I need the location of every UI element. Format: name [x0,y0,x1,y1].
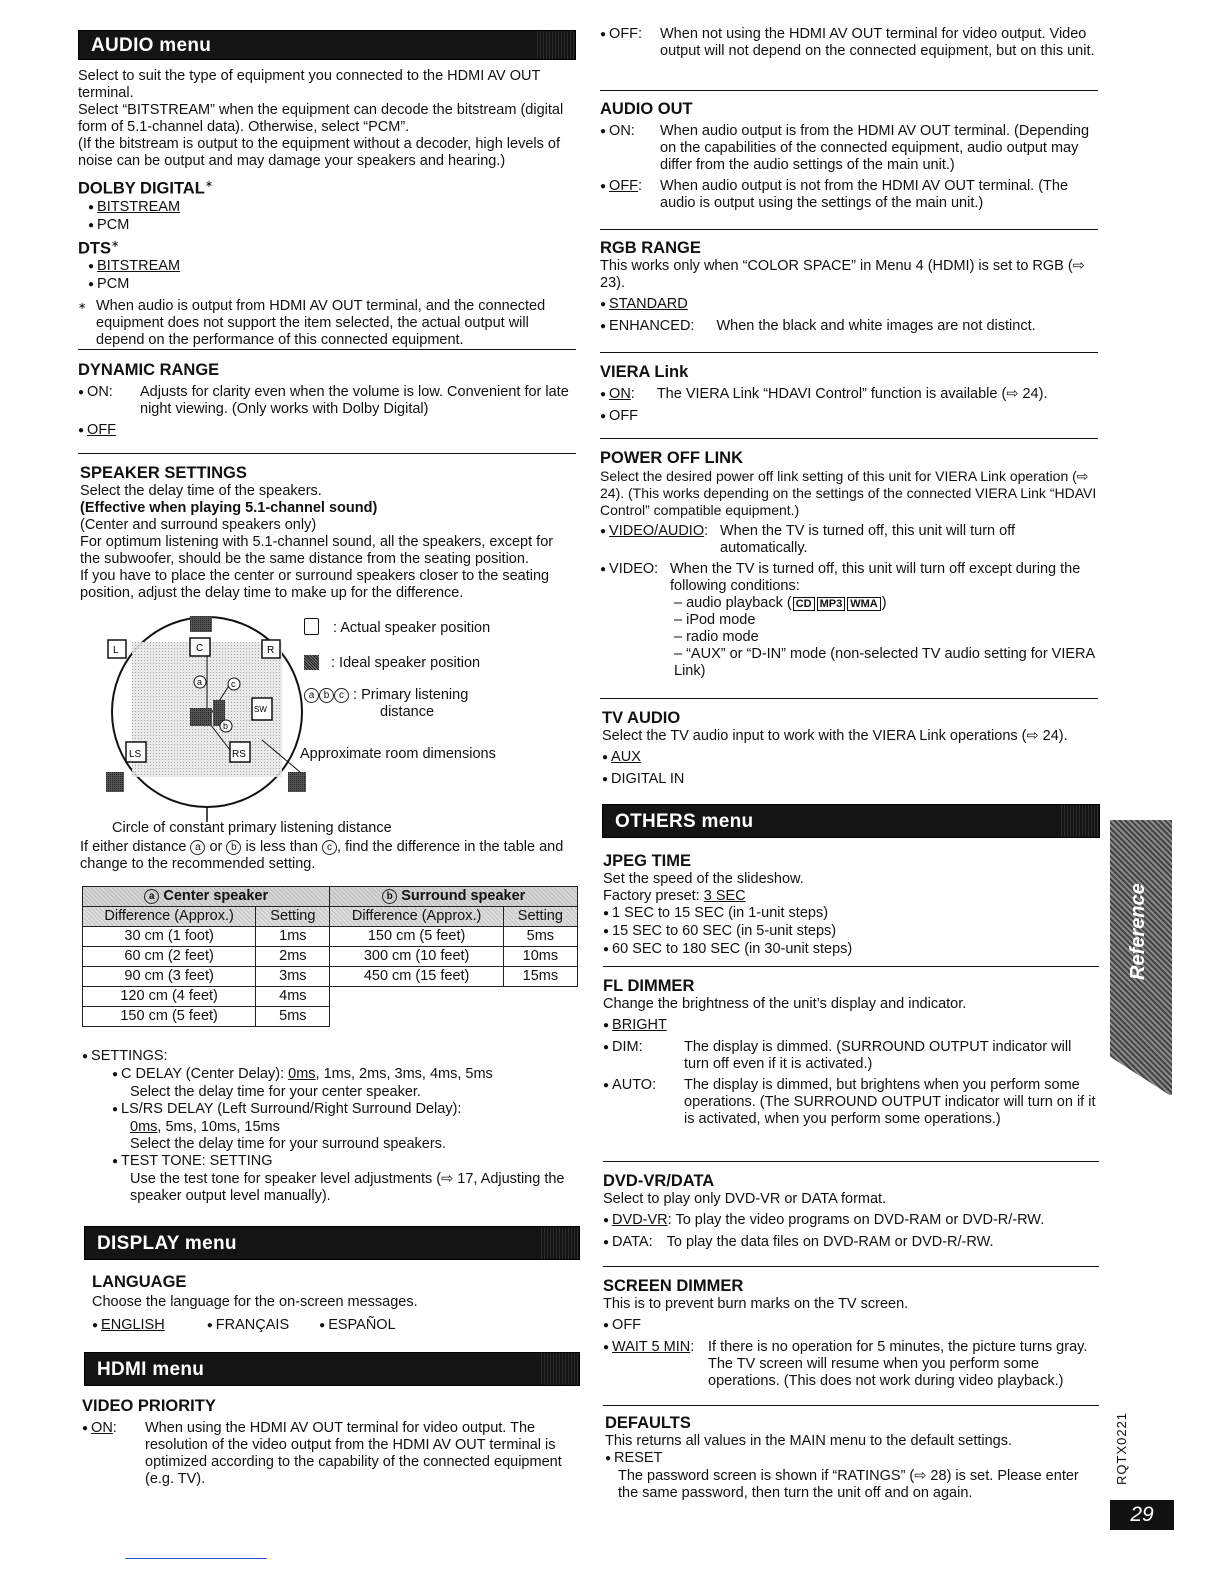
viera-link-on: ● ON: The VIERA Link “HDAVI Control” function is available (⇨ 24). [600,386,1098,404]
dvd-vr-option: ● DVD-VR: To play the video programs on DVD-RAM or DVD-R/-RW. [603,1212,1099,1230]
video-priority-heading: VIDEO PRIORITY [82,1397,216,1415]
speaker-line-4: For optimum listening with 5.1-channel sound, all the speakers, except for the subwoofer, should be the same distance from the seating position. [80,534,554,567]
fl-dimmer-heading: FL DIMMER [603,977,695,995]
dynamic-range-on: ● ON: Adjusts for clarity even when the volume is low. Convenient for late night viewing. (Only works with Dolby Digital) [78,384,576,418]
table-cell: 10ms [503,947,577,967]
speaker-rs [230,742,250,762]
fl-dimmer-block [603,976,1099,1128]
surround-diff-header: Difference (Approx.) [330,907,503,927]
viera-link-block [600,362,1098,426]
distance-c-marker [228,678,240,690]
dts-option-bitstream: ● BITSTREAM [78,258,576,276]
power-off-video: ● VIDEO: When the TV is turned off, this unit will turn off except during the following conditions: [600,561,1098,595]
table-row [83,987,578,1007]
power-off-link-heading: POWER OFF LINK [600,449,743,467]
condition-ipod: – iPod mode [674,612,756,628]
table-row [83,1007,578,1027]
ideal-center-speaker [190,616,212,632]
dynamic-range-off: ● OFF [78,422,576,440]
dts-heading: DTS∗ [78,238,120,257]
audio-menu-intro [78,68,576,170]
fl-bright: ● BRIGHT [603,1017,1099,1035]
screen-dimmer-heading: SCREEN DIMMER [603,1277,744,1295]
divider [600,229,1098,230]
test-tone-option: ● TEST TONE: SETTING [112,1153,576,1171]
speaker-line-5: If you have to place the center or surround speakers closer to the seating position, adjust the delay time to make up for the difference. [80,568,550,601]
screen-dimmer-wait: ● WAIT 5 MIN: If there is no operation for 5 minutes, the picture turns gray. The TV screen will resume when you perform some operations. (This does not work during video playback.) [603,1339,1099,1390]
dolby-option-pcm: ● PCM [78,217,576,235]
svg-text:RS: RS [232,749,246,760]
table-row [83,927,578,947]
power-off-video-audio: ● VIDEO/AUDIO: When the TV is turned off, this unit will turn off automatically. [600,523,1098,557]
delay-table [82,886,578,1027]
defaults-desc: This returns all values in the MAIN menu to the default settings. [605,1433,1013,1449]
rgb-standard: ● STANDARD [600,296,1098,314]
condition-audio-playback: – audio playback ( CD MP3 WMA ) [674,595,887,611]
svg-text:C: C [196,643,204,654]
fl-dim: ● DIM: The display is dimmed. (SURROUND OUTPUT indicator will turn off even if it is activated.) [603,1039,1099,1073]
table-cell: 5ms [256,1007,330,1027]
language-desc: Choose the language for the on-screen messages. [92,1294,418,1310]
language-options [92,1317,576,1335]
fl-auto: ● AUTO: The display is dimmed, but brightens when you perform some operations. (The SURROUND OUTPUT indicator will turn on if it is activated, when you perform some operations.) [603,1077,1099,1128]
table-row [83,947,578,967]
defaults-heading: DEFAULTS [605,1414,691,1432]
jpeg-time-heading: JPEG TIME [603,852,692,870]
table-cell: 120 cm (4 feet) [83,987,256,1007]
circle-label: Circle of constant primary listening distance [112,820,392,836]
legend-actual: : Actual speaker position [304,618,574,638]
video-priority-off [600,26,1098,60]
language-block [92,1272,576,1335]
power-off-link-block [600,448,1098,680]
table-cell: 5ms [503,927,577,947]
table-cell: 150 cm (5 feet) [83,1007,256,1027]
document-code: RQTX0221 [1114,1411,1129,1485]
speaker-line-2: (Effective when playing 5.1-channel sound) [80,500,378,516]
power-off-link-desc: Select the desired power off link setting of this unit for VIERA Link operation (⇨ 24). (This works depending on the settings of the connected VIERA Link “HDAVI Control” compatible equipment.) [600,468,1097,518]
surround-speaker-header: b Surround speaker [330,887,578,907]
speaker-line-3: (Center and surround speakers only) [80,517,317,533]
language-heading: LANGUAGE [92,1273,187,1291]
rgb-range-desc: This works only when “COLOR SPACE” in Menu 4 (HDMI) is set to RGB (⇨ 23). [600,258,1085,291]
speaker-c [190,638,210,656]
display-menu-title: DISPLAY menu [84,1226,580,1260]
defaults-block [605,1413,1099,1502]
compare-text: If either distance a or b is less than c , find the difference in the table and change to the recommended setting. [80,839,564,872]
c-delay-option: ● C DELAY (Center Delay): 0ms, 1ms, 2ms, 3ms, 4ms, 5ms [112,1066,576,1084]
jpeg-preset: Factory preset: 3 SEC [603,888,746,904]
table-cell: 4ms [256,987,330,1007]
tv-audio-digital-in: ● DIGITAL IN [602,771,1098,789]
table-cell: 30 cm (1 foot) [83,927,256,947]
center-diff-header: Difference (Approx.) [83,907,256,927]
hdmi-menu-title: HDMI menu [84,1352,580,1386]
divider [78,453,576,454]
ideal-position-icon [304,655,319,670]
speaker-settings-options [82,1048,576,1205]
audio-intro-1: Select to suit the type of equipment you connected to the HDMI AV OUT terminal. [78,68,541,101]
test-tone-desc: Use the test tone for speaker level adjustments (⇨ 17, Adjusting the speaker output level manually). [130,1171,565,1204]
rgb-enhanced: ● ENHANCED: When the black and white images are not distinct. [600,318,1098,336]
table-cell: 90 cm (3 feet) [83,967,256,987]
divider [603,966,1099,967]
lsrs-delay-option: ● LS/RS DELAY (Left Surround/Right Surround Delay): [112,1101,576,1119]
page-number: 29 [1110,1500,1174,1530]
divider [603,1405,1099,1406]
condition-radio: – radio mode [674,629,759,645]
divider [603,1266,1099,1267]
condition-aux: – “AUX” or “D-IN” mode (non-selected TV audio setting for VIERA Link) [674,646,1095,679]
room-dimensions-label: Approximate room dimensions [300,746,496,762]
dynamic-range-block [78,360,576,440]
dolby-digital-heading: DOLBY DIGITAL∗ [78,179,214,198]
ideal-rs-speaker [288,772,306,792]
others-menu-title: OTHERS menu [602,804,1100,838]
defaults-reset: ● RESET [605,1450,1099,1468]
language-english: ● ENGLISH [92,1317,165,1333]
divider [78,349,576,350]
tv-audio-heading: TV AUDIO [602,709,681,727]
lsrs-delay-desc: Select the delay time for your surround speakers. [130,1136,446,1152]
rgb-range-block [600,238,1098,336]
dts-option-pcm: ● PCM [78,276,576,294]
table-cell: 150 cm (5 feet) [330,927,503,947]
speaker-r [262,640,280,658]
screen-dimmer-desc: This is to prevent burn marks on the TV screen. [603,1296,909,1312]
speaker-ls [126,742,146,762]
distance-b-marker [220,720,232,732]
settings-label: ● SETTINGS: [82,1048,576,1066]
table-cell: 450 cm (15 feet) [330,967,503,987]
divider [600,90,1098,91]
svg-text:LS: LS [129,749,142,760]
surround-setting-header: Setting [503,907,577,927]
vp-off-item: ● OFF: When not using the HDMI AV OUT terminal for video output. Video output will not depend on the connected equipment, but on this unit. [600,26,1098,60]
jpeg-time-desc: Set the speed of the slideshow. [603,871,804,887]
language-francais: ● FRANÇAIS [207,1317,289,1333]
rgb-range-heading: RGB RANGE [600,239,701,257]
speaker-line-1: Select the delay time of the speakers. [80,483,322,499]
dvd-data-option: ● DATA: To play the data files on DVD-RAM or DVD-R/-RW. [603,1234,1099,1252]
svg-text:R: R [267,645,275,656]
svg-text:c: c [231,679,236,689]
dolby-dts-block [78,175,576,349]
defaults-note: The password screen is shown if “RATINGS” (⇨ 28) is set. Please enter the same password, then turn the unit off and on again. [618,1468,1079,1501]
tv-audio-aux: ● AUX [602,749,1098,767]
dynamic-range-heading: DYNAMIC RANGE [78,361,220,379]
table-cell: 1ms [256,927,330,947]
svg-text:SW: SW [254,705,267,714]
divider [603,1161,1099,1162]
jpeg-option-2: ● 15 SEC to 60 SEC (in 5-unit steps) [603,923,1099,941]
speaker-l [108,640,126,658]
audio-out-heading: AUDIO OUT [600,100,693,118]
screen-dimmer-off: ● OFF [603,1317,1099,1335]
audio-out-on: ● ON: When audio output is from the HDMI AV OUT terminal. (Depending on the capabilities of the connected equipment, audio output may differ from the audio settings of the main unit.) [600,123,1098,174]
audio-footnote: ∗ When audio is output from HDMI AV OUT terminal, and the connected equipment does not support the item selected, the actual output will depend on the performance of this connected equipment. [78,298,546,348]
dvd-vr-data-block [603,1171,1099,1252]
jpeg-option-3: ● 60 SEC to 180 SEC (in 30-unit steps) [603,941,1099,959]
dvd-vr-data-desc: Select to play only DVD-VR or DATA format. [603,1191,887,1207]
table-cell: 3ms [256,967,330,987]
divider [600,438,1098,439]
dolby-option-bitstream: ● BITSTREAM [78,199,576,217]
speaker-settings-heading: SPEAKER SETTINGS [80,464,247,482]
actual-position-icon [304,618,319,635]
svg-text:L: L [113,645,119,656]
table-cell: 15ms [503,967,577,987]
viera-link-heading: VIERA Link [600,363,689,381]
video-priority-on: ● ON: When using the HDMI AV OUT terminal for video output. The resolution of the video output from the HDMI AV OUT terminal is optimized according to the capability of the connected equipment (e.g. TV). [82,1420,576,1488]
jpeg-option-1: ● 1 SEC to 15 SEC (in 1-unit steps) [603,905,1099,923]
table-cell: 60 cm (2 feet) [83,947,256,967]
legend-ideal: : Ideal speaker position [304,655,574,675]
speaker-layout-diagram [102,612,312,822]
audio-out-block [600,99,1098,212]
divider [600,352,1098,353]
diagram-legend [300,618,574,763]
audio-intro-3: (If the bitstream is output to the equipment without a decoder, high levels of noise can be output and may damage your speakers and hearing.) [78,136,561,169]
table-row [83,967,578,987]
footer-line [125,1558,267,1559]
listener-seat [190,708,212,726]
speaker-settings-block [80,463,576,602]
legend-primary: a b c : Primary listening distance [304,687,574,721]
audio-intro-2: Select “BITSTREAM” when the equipment can decode the bitstream (digital form of 5.1-channel data). Otherwise, select “PCM”. [78,102,564,135]
viera-link-off: ● OFF [600,408,1098,426]
language-espanol: ● ESPAÑOL [319,1317,395,1333]
center-speaker-header: a Center speaker [83,887,330,907]
svg-text:a: a [197,677,203,687]
svg-text:b: b [223,721,229,731]
screen-dimmer-block [603,1276,1099,1390]
c-delay-desc: Select the delay time for your center speaker. [130,1084,421,1100]
video-priority-block [82,1396,576,1488]
ideal-ls-speaker [106,772,124,792]
tv-audio-block [602,708,1098,789]
center-setting-header: Setting [256,907,330,927]
jpeg-time-block [603,851,1099,959]
table-cell: 2ms [256,947,330,967]
reference-tab-label: Reference [1127,883,1149,980]
dvd-vr-data-heading: DVD-VR/DATA [603,1172,715,1190]
lsrs-delay-values: 0ms, 5ms, 10ms, 15ms [130,1119,280,1135]
fl-dimmer-desc: Change the brightness of the unit’s display and indicator. [603,996,967,1012]
audio-menu-title: AUDIO menu [78,30,576,60]
audio-out-off: ● OFF: When audio output is not from the HDMI AV OUT terminal. (The audio is output using the settings of the main unit.) [600,178,1098,212]
distance-a-marker [194,676,206,688]
speaker-sw [252,698,272,720]
divider [600,698,1098,699]
table-cell: 300 cm (10 feet) [330,947,503,967]
tv-audio-desc: Select the TV audio input to work with the VIERA Link operations (⇨ 24). [602,728,1068,744]
